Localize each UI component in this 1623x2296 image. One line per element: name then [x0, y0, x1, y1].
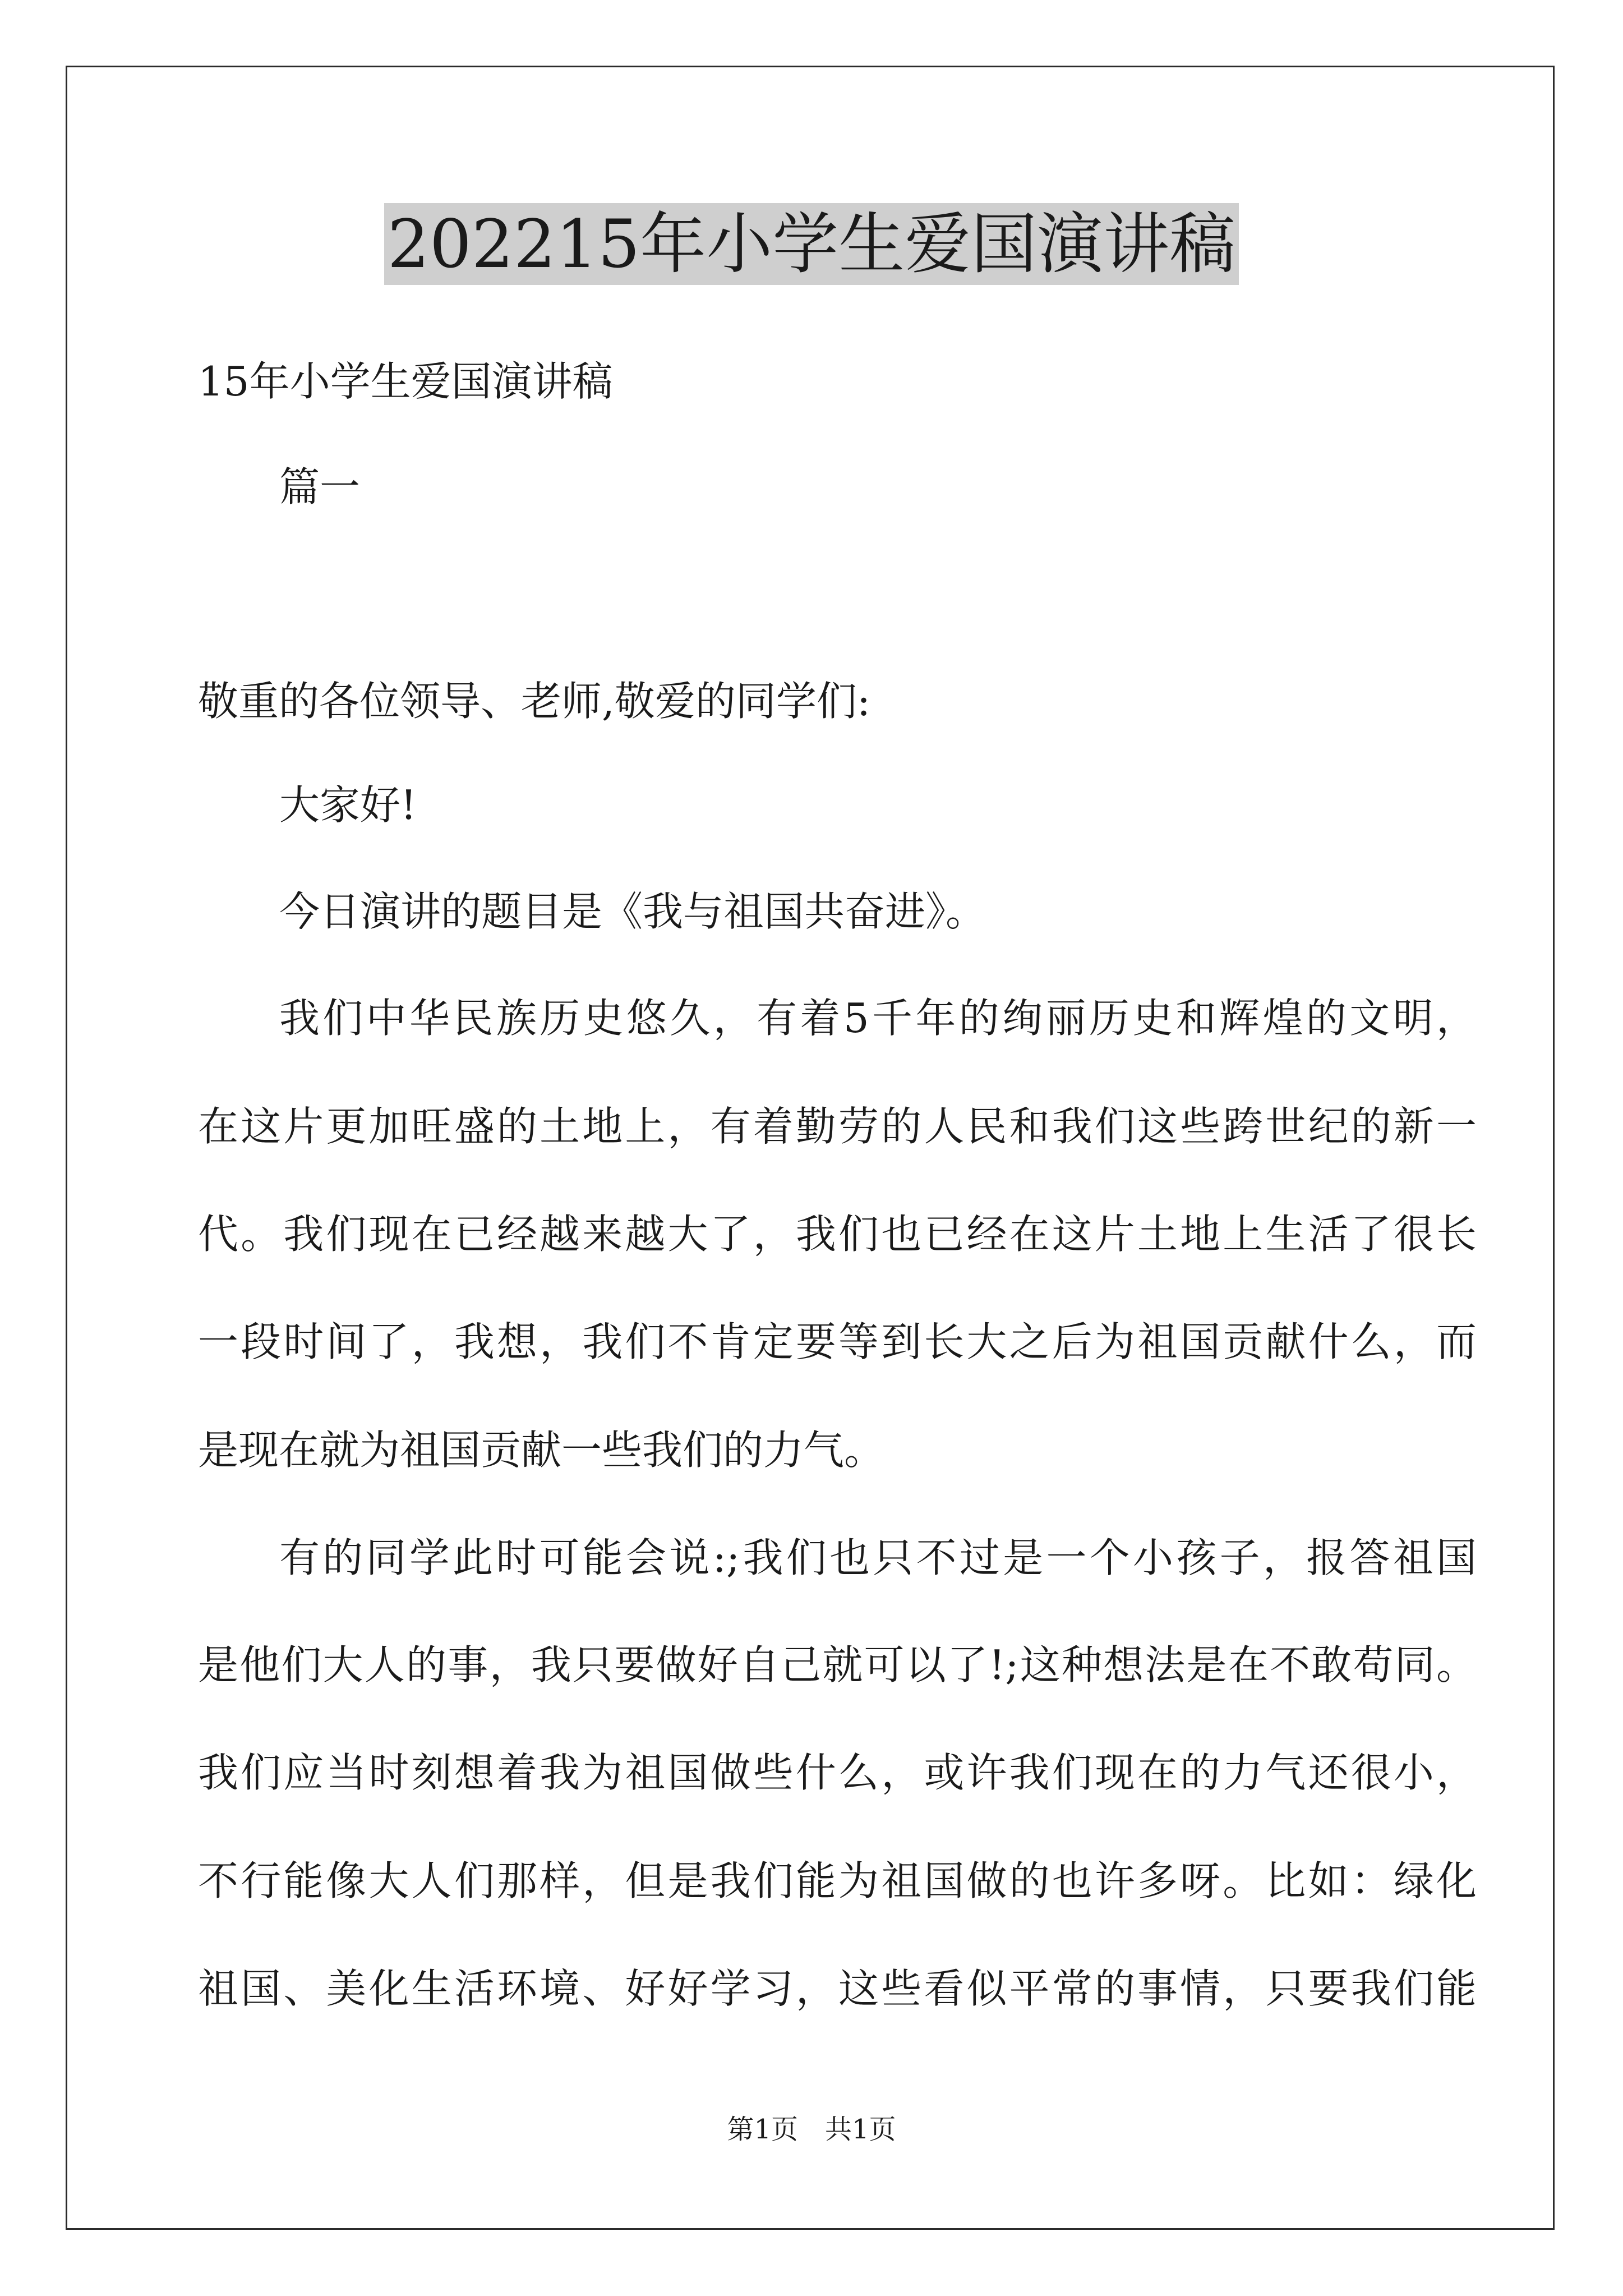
page-number-footer: 第1页 共1页: [727, 2114, 896, 2145]
paragraph-line: 在这片更加旺盛的土地上，有着勤劳的人民和我们这些跨世纪的新一: [198, 1103, 1477, 1150]
document-title: [0, 202, 1623, 286]
paragraph-line: 代。我们现在已经越来越大了，我们也已经在这片土地上生活了很长: [198, 1211, 1477, 1258]
title-highlight: 202215年小学生爱国演讲稿: [384, 203, 1239, 285]
greeting-line: 大家好!: [279, 781, 417, 829]
subtitle-line: 15年小学生爱国演讲稿: [198, 358, 613, 405]
paragraph-line: 我们应当时刻想着我为祖国做些什么，或许我们现在的力气还很小，: [198, 1749, 1477, 1796]
paragraph-line: 是他们大人的事，我只要做好自己就可以了!;这种想法是在不敢苟同。: [198, 1641, 1477, 1688]
paragraph-line: 我们中华民族历史悠久，有着5千年的绚丽历史和辉煌的文明，: [279, 995, 1477, 1042]
salutation-line: 敬重的各位领导、老师,敬爱的同学们:: [198, 678, 871, 725]
paragraph-line: 一段时间了，我想，我们不肯定要等到长大之后为祖国贡献什么，而: [198, 1318, 1477, 1365]
paragraph-line: 有的同学此时可能会说:;我们也只不过是一个小孩子，报答祖国: [279, 1534, 1477, 1581]
paragraph-line: 不行能像大人们那样，但是我们能为祖国做的也许多呀。比如：绿化: [198, 1857, 1477, 1904]
paragraph-line: 祖国、美化生活环境、好好学习，这些看似平常的事情，只要我们能: [198, 1965, 1477, 2012]
paragraph-line: 是现在就为祖国贡献一些我们的力气。: [198, 1427, 885, 1474]
paragraph-line: 今日演讲的题目是《我与祖国共奋进》。: [279, 888, 986, 935]
section-heading: 篇一: [279, 463, 361, 510]
